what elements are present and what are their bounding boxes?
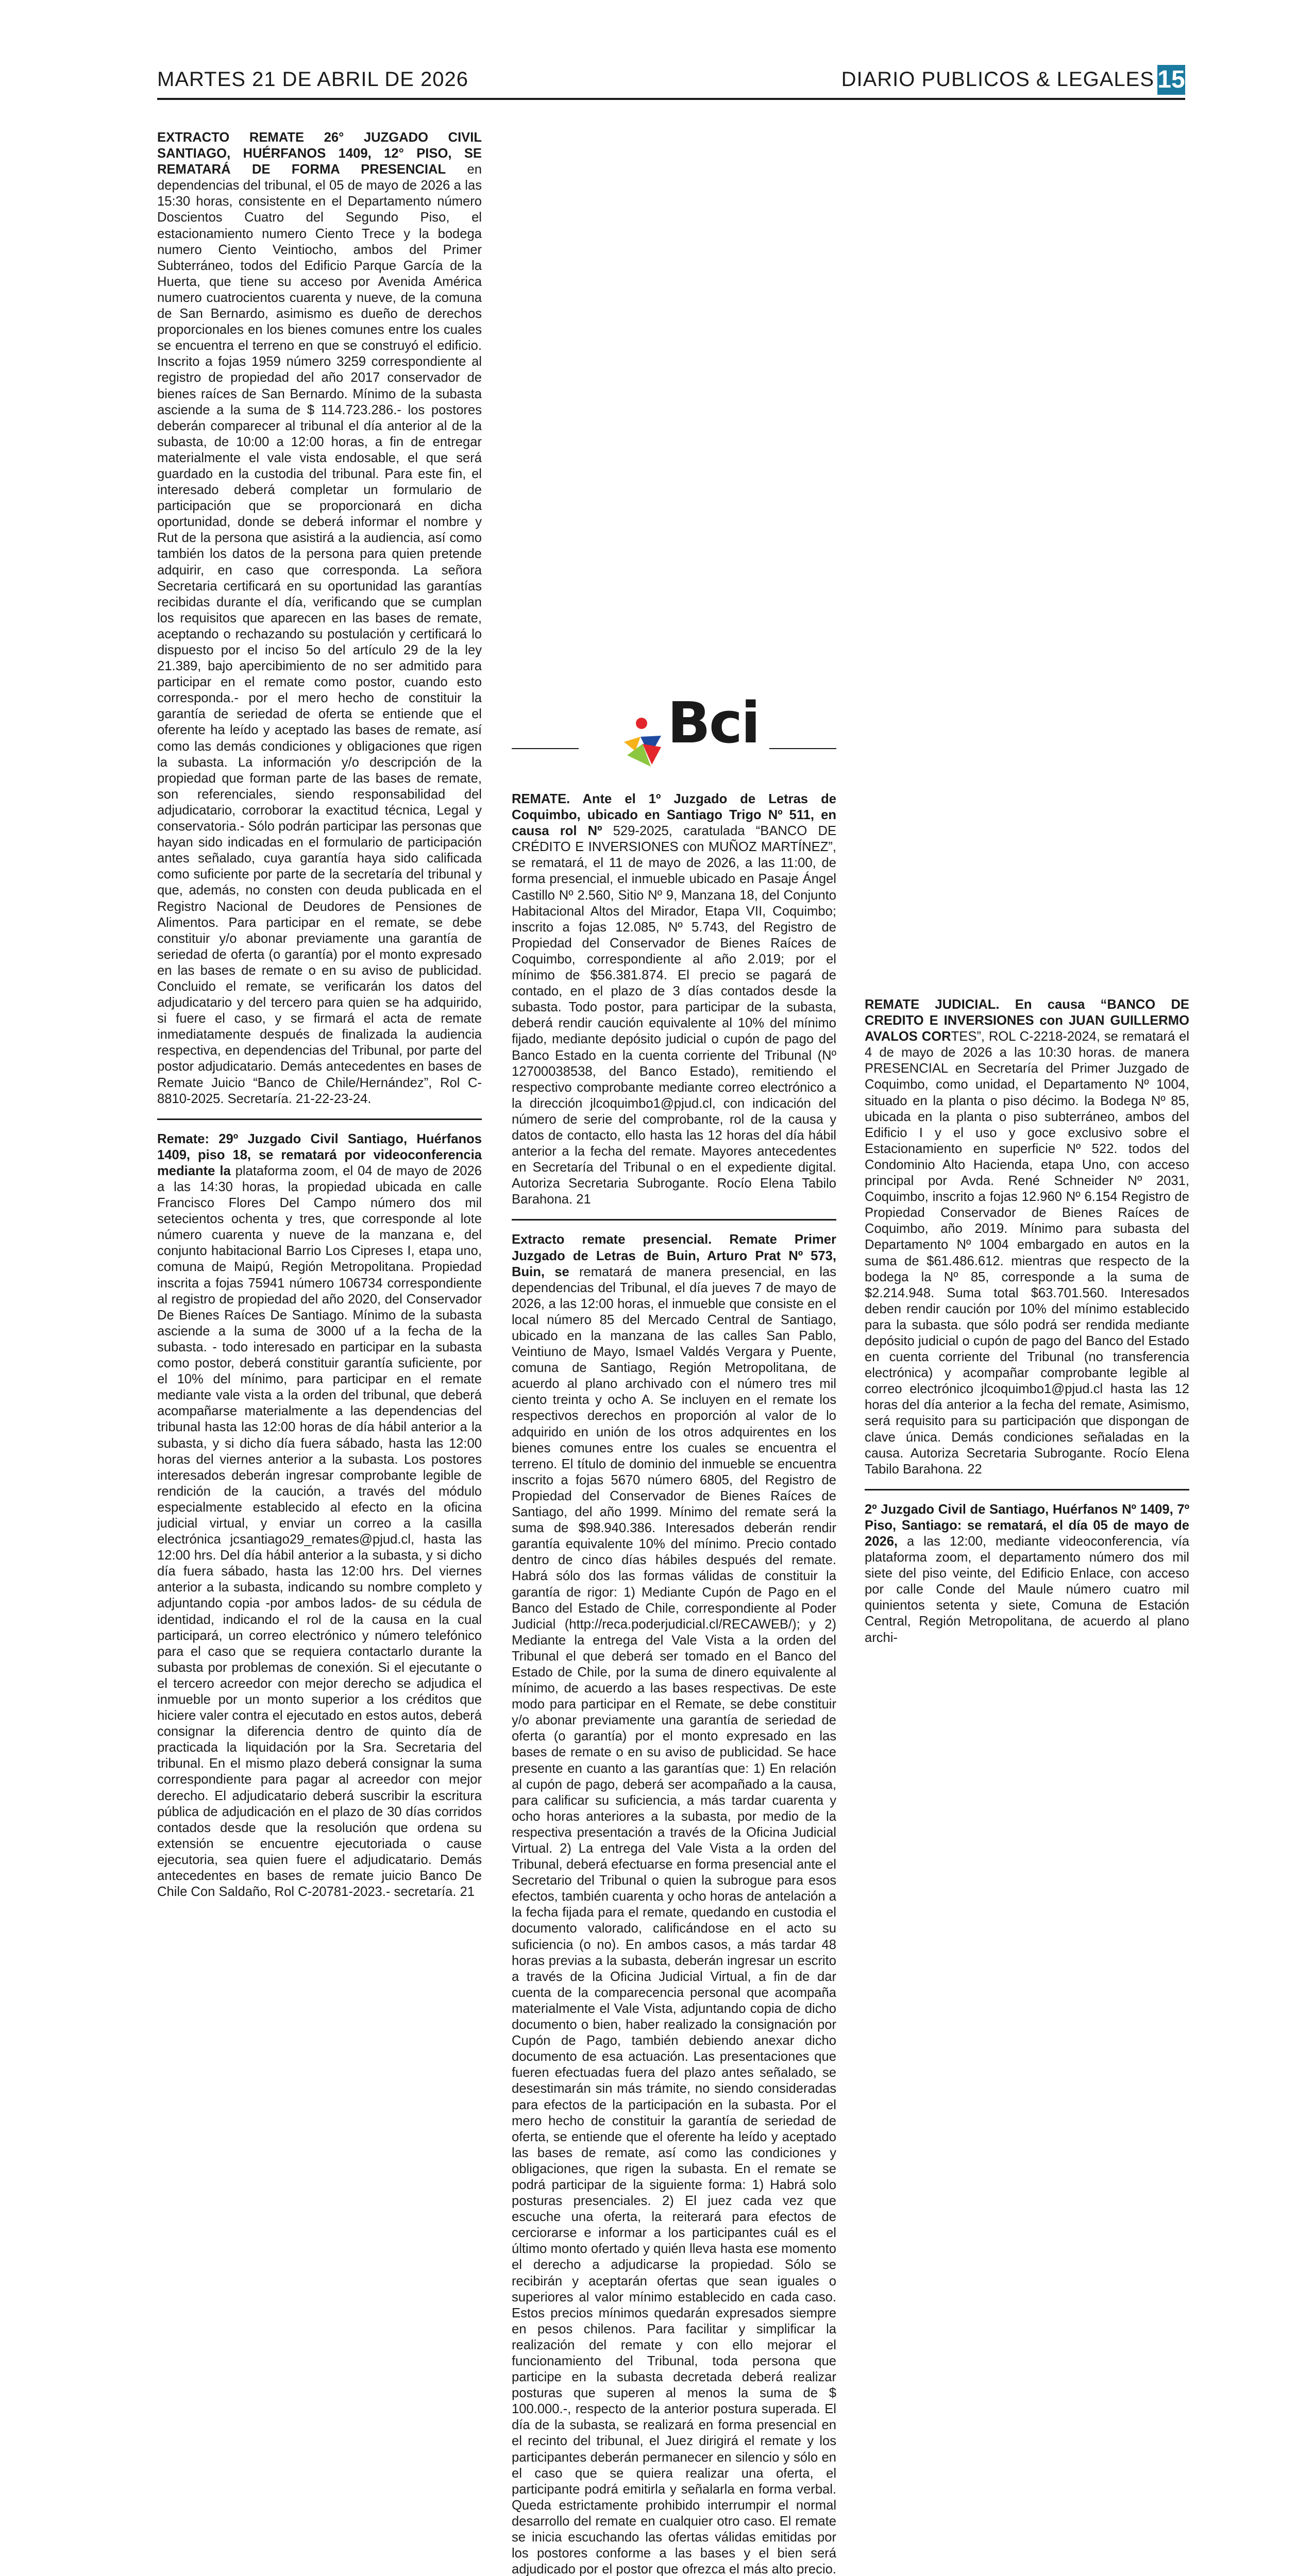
bci-logo-text: Bci: [667, 690, 759, 756]
legal-notice: [865, 997, 1189, 1478]
page-number: 15: [1157, 65, 1185, 95]
notice-body: a las 12:00, mediante videoconferencia, vía plataforma zoom, el departamento número dos mil siete del piso veinte, del Edificio Enlace, con acceso por calle Conde del Maule número cuatro mil quinientos setenta y siete, Comuna de Estación Central, Región Metropolitana, de acuerdo al plano archi-: [865, 1534, 1189, 1645]
bci-logo-block: [512, 690, 836, 783]
column-2: [512, 690, 837, 2576]
issue-date: MARTES 21 DE ABRIL DE 2026: [157, 68, 469, 91]
publication-title: DIARIO PUBLICOS & LEGALES: [841, 68, 1154, 91]
notice-lead: Extracto remate presencial. Remate Primer Juzgado de Letras de Buin, Arturo Prat Nº 573, Buin, se: [512, 1232, 836, 1279]
notice-lead: Remate: 29º Juzgado Civil Santiago, Huérfanos 1409, piso 18, se rematará por videoconferencia mediante la: [157, 1131, 482, 1178]
page-header: [157, 66, 1185, 95]
notice-body: rematará de manera presencial, en las dependencias del Tribunal, el día jueves 7 de mayo de 2026, a las 12:00 horas, el inmueble que consiste en el local número 85 del Mercado Central de Santiago, ubicado en la manzana de las calles San Pablo, Veintiuno de Mayo, Ismael Valdés Vergara y Puente, comuna de Santiago, Región Metropolitana, de acuerdo al plano archivado con el número tres mil ciento treinta y ocho A. Se incluyen en el remate los respectivos derechos en proporción al valor de lo adquirido en unión de los otros adquirentes en los bienes comunes entre los cuales se encuentra el terreno. El título de dominio del inmueble se encuentra inscrito a fojas 5670 número 6805, del Registro de Propiedad del Conservador de Bienes Raíces de Santiago, del año 1999. Mínimo del remate será la suma de $98.940.386. Interesados deberán rendir garantía equivalente 10% del mínimo. Precio contado dentro de cinco días hábiles después del remate. Habrá sólo dos las formas válidas de constituir la garantía de rigor: 1) Mediante Cupón de Pago en el Banco del Estado de Chile, correspondiente al Poder Judicial (http://reca.poderjudicial.cl/RECAWEB/); y 2) Mediante la entrega del Vale Vista a la orden del Tribunal el que deberá ser tomado en el Banco del Estado de Chile, por la suma de dinero equivalente al mínimo, de acuerdo a las bases respectivas. De este modo para participar en el Remate, se debe constituir y/o abonar previamente una garantía de seriedad de oferta (o garantía) por el monto expresado en las bases de remate o en su aviso de publicidad. Se hace presente en cuanto a las garantías que: 1) En relación al cupón de pago, deberá ser acompañado a la causa, para calificar su suficiencia, a más tardar cuarenta y ocho horas anteriores a la subasta, por medio de la respectiva presentación a través de la Oficina Judicial Virtual. 2) La entrega del Vale Vista a la orden del Tribunal, deberá efectuarse en forma presencial ante el Secretario del Tribunal o quien la subrogue para esos efectos, también cuarenta y ocho horas de antelación a la fecha fijada para el remate, quedando en custodia el documento valorado, calificándose en el acto su suficiencia (o no). En ambos casos, a más tardar 48 horas previas a la subasta, deberán ingresar un escrito a través de la Oficina Judicial Virtual, a fin de dar cuenta de la comparecencia personal que acompaña materialmente el Vale Vista, adjuntando copia de dicho documento o bien, haber realizado la consignación por Cupón de Pago, también debiendo anexar dicho documento de esa actuación. Las presentaciones que fueren efectuadas fuera del plazo antes señalado, se desestimarán sin más trámite, no siendo consideradas para efectos de la participación en la subasta. Por el mero hecho de constituir la garantía de seriedad de oferta, se entiende que el oferente ha leído y aceptado las bases de remate, así como las condiciones y obligaciones, que rigen la subasta. En el remate se podrá participar de la siguiente forma: 1) Habrá solo posturas presenciales. 2) El juez cada vez que escuche una oferta, la reiterará para efectos de cerciorarse e informar a los participantes cuál es el último monto ofertado y quién lleva hasta ese momento el derecho a adjudicarse la propiedad. Sólo se recibirán y aceptarán ofertas que sean iguales o superiores al valor mínimo establecido en cada caso. Estos precios mínimos quedarán expresados siempre en pesos chilenos. Para facilitar y simplificar la realización del remate y con ello mejorar el funcionamiento del Tribunal, toda persona que participe en la subasta decretada deberá realizar posturas que superen al menos la suma de $ 100.000.-, respecto de la anterior postura superada. El día de la subasta, se realizará en forma presencial en el recinto del tribunal, el Juez dirigirá el remate y los participantes deberán permanecer en silencio y sólo en el caso que se quiera realizar una oferta, el participante podrá emitirla y señalarla en forma verbal. Queda estrictamente prohibido interrumpir el normal desarrollo del remate en cualquier otro caso. El remate se inicia escuchando las ofertas válidas emitidas por los postores conforme a las bases y el bien será adjudicado por el postor que ofrezca el más alto precio.: [512, 1264, 836, 2576]
notice-divider: [157, 1118, 482, 1120]
notice-lead: 2º Juzgado Civil de Santiago, Huérfanos Nº 1409, 7º Piso, Santiago: se rematará, el día 05 de mayo de 2026,: [865, 1502, 1189, 1549]
legal-notice: [512, 1232, 836, 2576]
notice-lead: REMATE JUDICIAL. En causa “BANCO DE CREDITO E INVERSIONES con JUAN GUILLERMO AVALOS COR: [865, 997, 1189, 1044]
logo-rule-right: [769, 748, 836, 749]
legal-notice: [865, 1502, 1189, 1646]
notice-body: en dependencias del tribunal, el 05 de mayo de 2026 a las 15:30 horas, consistente en el Departamento número Doscientos Cuatro del Segundo Piso, el estacionamiento numero Ciento Trece y la bodega numero Ciento Veintiocho, ambos del Primer Subterráneo, todos del Edificio Parque García de la Huerta, que tiene su acceso por Avenida América numero cuatrocientos cuarenta y nueve, de la comuna de San Bernardo, asimismo es dueño de derechos proporcionales en los bienes comunes entre los cuales se encuentra el terreno en que se construyó el edificio. Inscrito a fojas 1959 número 3259 correspondiente al registro de propiedad del año 2017 conservador de bienes raíces de San Bernardo. Mínimo de la subasta asciende a la suma de $ 114.723.286.- los postores deberán comparecer al tribunal el día anterior al de la subasta, de 10:00 a 12:00 horas, a fin de entregar materialmente el vale vista endosable, el que será guardado en la custodia del tribunal. Para este fin, el interesado deberá completar un formulario de participación que se proporcionará en dicha oportunidad, donde se deberá informar el nombre y Rut de la persona que asistirá a la audiencia, así como también los datos de la persona para quien pretende adquirir, en caso que corresponda. La señora Secretaria certificará en su oportunidad las garantías recibidas durante el día, verificando que se cumplan los requisitos que aparecen en las bases de remate, aceptando o rechazando su postulación y certificará lo dispuesto por el inciso 5o del artículo 29 de la ley 21.389, bajo apercibimiento de no ser admitido para participar en el remate como postor, cuando esto corresponda.- por el mero hecho de constituir la garantía de seriedad de oferta se entiende que el oferente ha leído y aceptado las bases de remate, así como las demás condiciones y obligaciones que rigen la subasta. La información y/o descripción de la propiedad que forman parte de las bases de remate, son referenciales, siendo responsabilidad del adjudicatario, corroborar la exactitud técnica, Legal y conservatoria.- Sólo podrán participar las personas que hayan sido indicadas en el formulario de participación antes señalado, cuya garantía haya sido calificada como suficiente por parte de la secretaría del tribunal y que, además, no consten con deuda publicada en el Registro Nacional de Deudores de Pensiones de Alimentos. Para participar en el remate, se debe constituir y/o abonar previamente una garantía de seriedad de oferta (o garantía) por el monto expresado en las bases de remate o en su aviso de publicidad. Concluido el remate, se verificarán los datos del adjudicatario y del tercero para quien se ha adquirido, si fuere el caso, y se firmará el acta de remate inmediatamente después de finalizada la audiencia respectiva, en dependencias del Tribunal, por parte del postor adjudicatario. Demás antecedentes en bases de Remate Juicio “Banco de Chile/Hernández”, Rol C- 8810-2025. Secretaría. 21-22-23-24.: [157, 162, 482, 1106]
logo-rule-left: [512, 748, 579, 749]
column-3: [865, 997, 1189, 1646]
notice-divider: [865, 1489, 1189, 1490]
legal-notice: [157, 1131, 482, 1901]
notice-body: 529-2025, caratulada “BANCO DE CRÉDITO E INVERSIONES con MUÑOZ MARTÍNEZ”, se rematará, el 11 de mayo de 2026, a las 11:00, de forma presencial, el inmueble ubicado en Pasaje Ángel Castillo Nº 2.560, Sitio Nº 9, Manzana 18, del Conjunto Habitacional Altos del Mirador, Etapa VII, Coquimbo; inscrito a fojas 12.085, Nº 5.743, del Registro de Propiedad del Conservador de Bienes Raíces de Coquimbo, correspondiente al año 2.019; por el mínimo de $56.381.874. El precio se pagará de contado, en el plazo de 3 días contados desde la subasta. Todo postor, para participar de la subasta, deberá rendir caución equivalente al 10% del mínimo fijado, mediante depósito judicial o cupón de pago del Banco Estado en la cuenta corriente del Tribunal (Nº 12700038538, del Banco Estado), remitiendo el respectivo comprobante mediante correo electrónico a la dirección jlcoquimbo1@pjud.cl, con indicación del número de serie del comprobante, rol de la causa y datos de contacto, ello hasta las 12 horas del día hábil anterior a la fecha del remate. Mayores antecedentes en Secretaría del Tribunal o en el expediente digital. Autoriza Secretaria Subrogante. Rocío Elena Tabilo Barahona. 21: [512, 824, 837, 1207]
notice-body: TES”, ROL C-2218-2024, se rematará el 4 de mayo de 2026 a las 10:30 horas. de manera PRESENCIAL en Secretaría del Primer Juzgado de Coquimbo, como unidad, el Departamento Nº 1004, situado en la planta o piso décimo. la Bodega Nº 85, ubicada en la planta o piso subterráneo, ambos del Edificio I y el uso y goce exclusivo sobre el Estacionamiento en superficie Nº 522. todos del Condominio Alto Hacienda, etapa Uno, con acceso principal por Avda. René Schneider Nº 2031, Coquimbo, inscrito a fojas 12.960 Nº 6.154 Registro de Propiedad Conservador de Bienes Raíces de Coquimbo, año 2019. Mínimo para subasta del Departamento Nº 1004 embargado en autos en la suma de $61.486.612. mientras que respecto de la bodega la Nº 85, corresponde a la suma de $2.214.948. Suma total $63.701.560. Interesados deben rendir caución por 10% del mínimo establecido para la subasta. que sólo podrá ser rendida mediante depósito judicial o cupón de pago del Banco del Estado en cuenta corriente del Tribunal (no transferencia electrónica) y acompañar comprobante legible al correo electrónico jlcoquimbo1@pjud.cl hasta las 12 horas del día anterior a la fecha del remate, Asimismo, será requisito para su participación que dispongan de clave única. Demás condiciones señaladas en la causa. Autoriza Secretaria Subrogante. Rocío Elena Tabilo Barahona. 22: [865, 1029, 1189, 1477]
notice-body: plataforma zoom, el 04 de mayo de 2026 a las 14:30 horas, la propiedad ubicada en calle Francisco Flores Del Campo número dos mil setecientos ochenta y tres, que corresponde al lote número cuarenta y nueve de la manzana e, del conjunto habitacional Barrio Los Cipreses I, etapa uno, comuna de Maipú, Región Metropolitana. Propiedad inscrita a fojas 75941 número 106734 correspondiente al registro de propiedad del año 2020, del Conservador De Bienes Raíces De Santiago. Mínimo de la subasta asciende a la suma de 3000 uf a la fecha de la subasta. - todo interesado en participar en la subasta como postor, deberá constituir garantía suficiente, por el 10% del mínimo, para participar en el remate mediante vale vista a la orden del tribunal, que deberá acompañarse materialmente a las dependencias del tribunal hasta las 12:00 horas de día hábil anterior a la subasta, y si dicho día fuera sábado, hasta las 12:00 horas del viernes anterior a la subasta. Los postores interesados deberán ingresar comprobante legible de rendición de la caución, a través del módulo especialmente establecido al efecto en la oficina judicial virtual, y enviar un correo a la casilla electrónica jcsantiago29_remates@pjud.cl, hasta las 12:00 hrs. Del día hábil anterior a la subasta, y si dicho día fuera sábado, hasta las 12:00 hrs. Del viernes anterior a la subasta, indicando su nombre completo y adjuntando copia -por ambos lados- de su cédula de identidad, indicando el rol de la causa en la cual participará, un correo electrónico y número telefónico para el caso que se requiera contactarlo durante la subasta por problemas de conexión. Si el ejecutante o el tercero acreedor con mejor derecho se adjudica el inmueble por un monto superior a los créditos que hiciere valer contra el ejecutado en estos autos, deberá consignar la diferencia dentro de quinto día de practicada la liquidación por la Sra. Secretaria del tribunal. En el mismo plazo deberá consignar la suma correspondiente para pagar al acreedor con mejor derecho. El adjudicatario deberá suscribir la escritura pública de adjudicación en el plazo de 30 días corridos contados desde que la resolución que ordena su extensión se encuentre ejecutoriada o cause ejecutoria, sea quien fuere el adjudicatario. Demás antecedentes en bases de remate juicio Banco De Chile Con Saldaño, Rol C-20781-2023.- secretaría. 21: [157, 1163, 482, 1900]
notice-divider: [512, 1219, 836, 1221]
bci-logo: [620, 690, 759, 777]
bci-logo-mark-icon: [620, 715, 666, 772]
header-rule: [157, 98, 1185, 100]
notice-lead: EXTRACTO REMATE 26° JUZGADO CIVIL SANTIAGO, HUÉRFANOS 1409, 12° PISO, SE REMATARÁ DE FORMA PRESENCIAL: [157, 130, 482, 177]
legal-notice: [157, 130, 482, 1107]
legal-notice: [512, 791, 836, 1208]
notice-lead: REMATE. Ante el 1º Juzgado de Letras de Coquimbo, ubicado en Santiago Trigo Nº 511, en causa rol Nº: [512, 792, 836, 839]
column-1: [157, 130, 482, 1900]
